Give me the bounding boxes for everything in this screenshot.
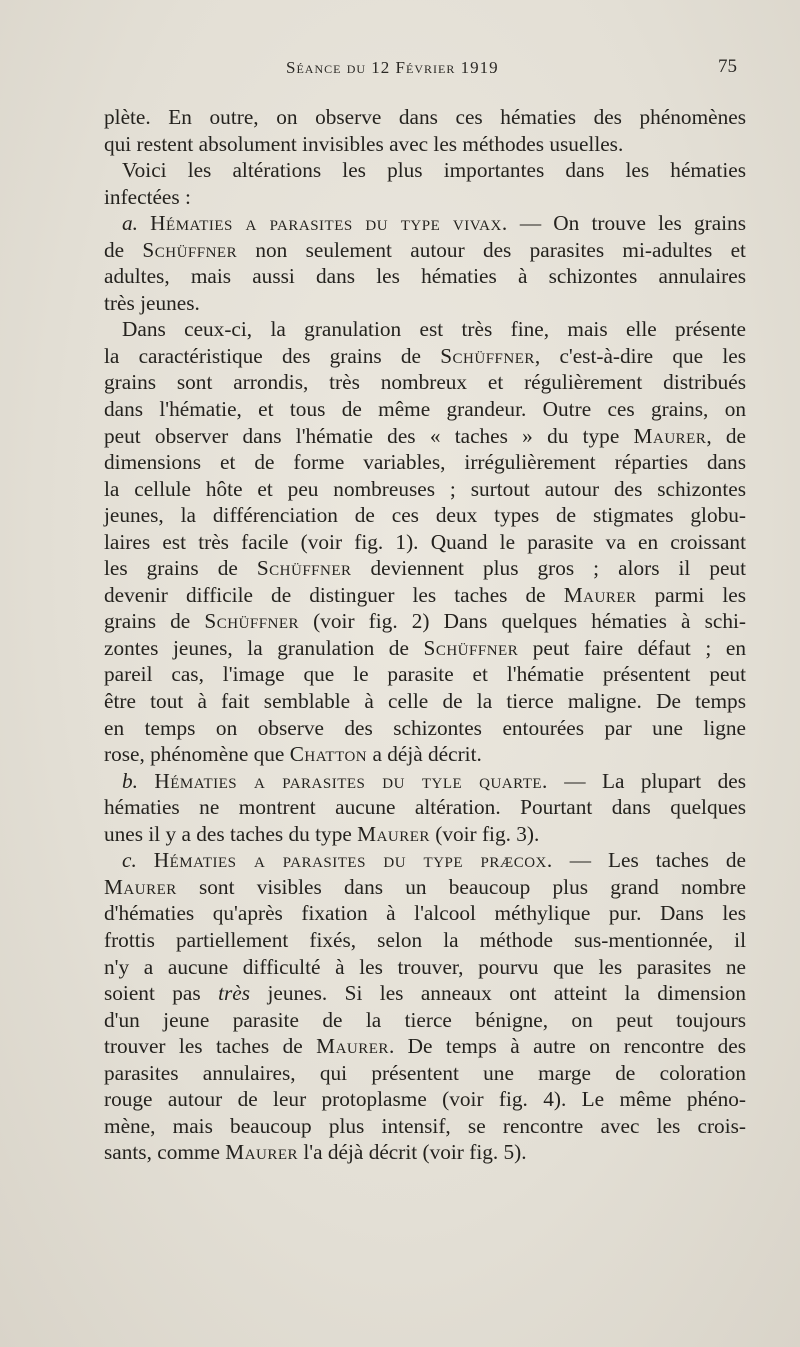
small-caps-run: Maurer (104, 874, 177, 899)
small-caps-run: Hématies a parasites du type vivax. (150, 211, 508, 236)
text-line: infectées : (104, 184, 191, 209)
text-line: la cellule hôte et peu nombreuses ; surtout autour des schizontes (104, 476, 746, 501)
text-line: très jeunes. (104, 290, 200, 315)
text-line (104, 980, 746, 1007)
text-run: — On trouve les grains (507, 211, 746, 236)
text-line: hématies ne montrent aucune altération. Pourtant dans quelques (104, 795, 746, 820)
text-line (104, 1033, 746, 1060)
text-line: d'hématies qu'après fixation à l'alcool méthylique pur. Dans les (104, 901, 746, 926)
text-run: peut observer dans l'hématie des « taches » du type (104, 423, 634, 448)
text-run: unes il y a des taches du type (104, 821, 358, 846)
text-run: soient pas (104, 981, 219, 1006)
italic-run: a. (122, 211, 151, 236)
text-line: être tout à fait semblable à celle de la tierce maligne. De temps (104, 689, 746, 714)
text-line: qui restent absolument invisibles avec les méthodes usuelles. (104, 131, 624, 156)
text-line: grains sont arrondis, très nombreux et régulièrement distribués (104, 370, 746, 395)
running-title: Séance du 12 Février 1919 (286, 58, 499, 77)
text-run: , de (706, 423, 747, 448)
text-line: Voici les altérations les plus importantes dans les hématies (122, 158, 746, 183)
text-line: Dans ceux-ci, la granulation est très fine, mais elle présente (122, 317, 746, 342)
text-line (104, 1139, 746, 1166)
text-line: adultes, mais aussi dans les hématies à schizontes annulaires (104, 264, 746, 289)
text-line (104, 821, 746, 848)
italic-run: très (218, 981, 251, 1006)
text-run: non seulement autour des parasites mi-adultes et (237, 237, 746, 262)
small-caps-run: Schüffner (256, 556, 352, 581)
text-line: mène, mais beaucoup plus intensif, se rencontre avec les crois- (104, 1113, 746, 1138)
text-run: les grains de (104, 556, 257, 581)
text-line (104, 635, 746, 662)
small-caps-run: Maurer (225, 1140, 299, 1165)
small-caps-run: Schüffner (423, 635, 519, 660)
body-text (104, 104, 746, 1166)
text-run: sont visibles dans un beaucoup plus grand nombre (176, 874, 746, 899)
text-run: a déjà décrit. (367, 742, 482, 767)
text-run: grains de (104, 609, 205, 634)
text-run: rose, phénomène que (104, 742, 290, 767)
text-line: laires est très facile (voir fig. 1). Quand le parasite va en croissant (104, 529, 746, 554)
text-run: la caractéristique des grains de (104, 343, 441, 368)
text-line (104, 741, 746, 768)
text-run: parmi les (636, 582, 746, 607)
text-run: zontes jeunes, la granulation de (104, 635, 424, 660)
text-line: n'y a aucune difficulté à les trouver, pourvu que les parasites ne (104, 954, 746, 979)
text-run: deviennent plus gros ; alors il peut (351, 556, 746, 581)
text-line (104, 555, 746, 582)
text-line: rouge autour de leur protoplasme (voir fig. 4). Le même phéno- (104, 1087, 746, 1112)
text-run: peut faire défaut ; en (518, 635, 746, 660)
italic-run: c. (122, 848, 154, 873)
small-caps-run: Hématies a parasites du type præcox. (153, 848, 553, 873)
text-line: jeunes, la différenciation de ces deux types de stigmates globu- (104, 503, 746, 528)
page-number: 75 (718, 56, 737, 77)
small-caps-run: Hématies a parasites du tyle quarte. (154, 768, 548, 793)
text-line: dimensions et de forme variables, irrégulièrement réparties dans (104, 450, 746, 475)
text-line (104, 582, 746, 609)
text-line (104, 608, 746, 635)
text-line (104, 423, 746, 450)
text-run: trouver les taches de (104, 1034, 317, 1059)
small-caps-run: Maurer (357, 821, 430, 846)
small-caps-run: Maurer (316, 1034, 389, 1059)
small-caps-run: Maurer (633, 423, 707, 448)
text-line (104, 768, 746, 795)
text-line (104, 874, 746, 901)
text-line: d'un jeune parasite de la tierce bénigne, on peut toujours (104, 1007, 746, 1032)
text-line (104, 237, 746, 264)
text-run: sants, comme (104, 1140, 226, 1165)
small-caps-run: Maurer (563, 582, 637, 607)
text-line: pareil cas, l'image que le parasite et l'hématie présentent peut (104, 662, 746, 687)
text-run: l'a déjà décrit (voir fig. 5). (298, 1140, 527, 1165)
text-line: dans l'hématie, et tous de même grandeur. Outre ces grains, on (104, 397, 746, 422)
italic-run: b. (122, 768, 155, 793)
text-run: — Les taches de (552, 848, 747, 873)
small-caps-run: Schüffner (142, 237, 238, 262)
text-run: — La plupart des (547, 768, 746, 793)
text-run: devenir difficile de distinguer les taches de (104, 582, 564, 607)
text-run: . De temps à autre on rencontre des (388, 1034, 747, 1059)
text-run: de (104, 237, 143, 262)
text-line (104, 847, 746, 874)
text-run: (voir fig. 3). (429, 821, 540, 846)
text-line: frottis partiellement fixés, selon la méthode sus-mentionnée, il (104, 927, 746, 952)
running-head (0, 58, 800, 82)
text-line: plète. En outre, on observe dans ces hématies des phénomènes (104, 105, 746, 129)
text-line (104, 343, 746, 370)
small-caps-run: Chatton (289, 742, 368, 767)
small-caps-run: Schüffner (204, 609, 300, 634)
small-caps-run: Schüffner (440, 343, 535, 368)
text-run: , c'est-à-dire que les (534, 343, 746, 368)
text-run: jeunes. Si les anneaux ont atteint la dimension (250, 981, 746, 1006)
text-run: (voir fig. 2) Dans quelques hématies à schi- (299, 609, 747, 634)
text-line: en temps on observe des schizontes entourées par une ligne (104, 715, 746, 740)
text-line (104, 210, 746, 237)
text-line: parasites annulaires, qui présentent une marge de coloration (104, 1060, 746, 1085)
